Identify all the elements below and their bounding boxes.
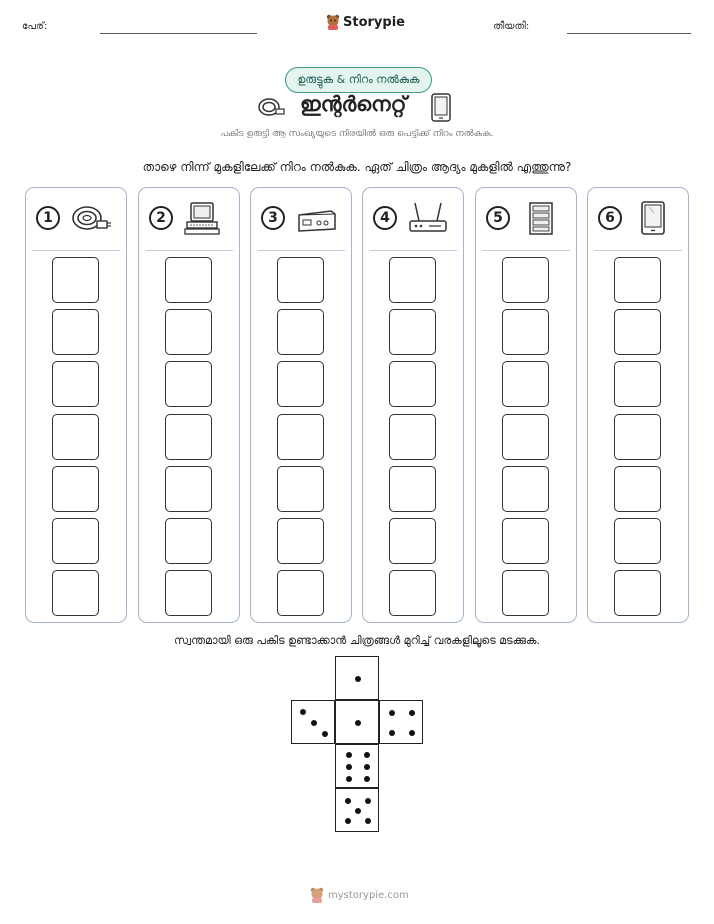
column-divider (257, 250, 345, 251)
color-box[interactable] (165, 466, 212, 512)
color-box[interactable] (277, 257, 324, 303)
color-box[interactable] (502, 518, 549, 564)
tablet-icon (632, 201, 674, 235)
die-pip (311, 720, 317, 726)
die-pip (345, 798, 351, 804)
color-box[interactable] (614, 518, 661, 564)
die-face-1 (335, 656, 379, 700)
activity-type-label: ഉരുട്ടുക & നിറം നൽകുക (297, 73, 420, 86)
color-box[interactable] (165, 309, 212, 355)
column-number: 6 (598, 206, 622, 230)
die-face-5 (335, 788, 379, 832)
color-box[interactable] (165, 570, 212, 616)
die-pip (409, 730, 415, 736)
dice-column-6 (587, 187, 689, 623)
dice-column-4 (362, 187, 464, 623)
die-pip (300, 709, 306, 715)
color-box[interactable] (52, 361, 99, 407)
date-field[interactable] (567, 33, 691, 34)
color-box[interactable] (614, 570, 661, 616)
color-box[interactable] (502, 570, 549, 616)
die-face-1 (335, 700, 379, 744)
color-box[interactable] (165, 257, 212, 303)
color-box[interactable] (614, 414, 661, 460)
column-number: 1 (36, 206, 60, 230)
die-pip (364, 752, 370, 758)
die-pip (346, 764, 352, 770)
die-pip (364, 764, 370, 770)
color-box[interactable] (502, 309, 549, 355)
color-box[interactable] (502, 361, 549, 407)
color-box[interactable] (502, 257, 549, 303)
color-box[interactable] (389, 518, 436, 564)
storypie-bear-icon (310, 887, 324, 903)
dice-column-2 (138, 187, 240, 623)
column-number: 5 (486, 206, 510, 230)
page-title: ഇന്റർനെറ്റ് (300, 92, 407, 116)
die-face-3 (291, 700, 335, 744)
color-box[interactable] (389, 361, 436, 407)
column-number: 4 (373, 206, 397, 230)
die-pip (365, 818, 371, 824)
footer-url: mystorypie.com (328, 889, 409, 901)
color-box[interactable] (52, 309, 99, 355)
name-label: പേര്: (22, 21, 48, 32)
color-box[interactable] (614, 361, 661, 407)
color-box[interactable] (165, 518, 212, 564)
color-box[interactable] (389, 414, 436, 460)
computer-icon (183, 201, 225, 235)
die-face-6 (335, 744, 379, 788)
color-box[interactable] (502, 466, 549, 512)
date-label: തീയതി: (493, 21, 530, 32)
router-icon (407, 201, 449, 235)
die-pip (355, 676, 361, 682)
color-box[interactable] (277, 361, 324, 407)
color-box[interactable] (277, 466, 324, 512)
color-box[interactable] (614, 257, 661, 303)
column-number: 2 (149, 206, 173, 230)
server-icon (520, 201, 562, 235)
cable-icon (70, 201, 112, 235)
color-box[interactable] (614, 466, 661, 512)
die-pip (346, 752, 352, 758)
footer (310, 887, 409, 903)
dice-column-3 (250, 187, 352, 623)
color-box[interactable] (389, 309, 436, 355)
column-divider (145, 250, 233, 251)
color-box[interactable] (277, 518, 324, 564)
name-field[interactable] (100, 33, 257, 34)
question: താഴെ നിന്ന് മുകളിലേക്ക് നിറം നൽകുക. ഏത് ചിത്രം ആദ്യം മുകളിൽ എത്തുന്നു? (142, 160, 572, 174)
die-pip (355, 808, 361, 814)
die-pip (365, 798, 371, 804)
brand-logo (326, 14, 405, 30)
brand-name: Storypie (343, 14, 405, 30)
tablet-icon (430, 93, 452, 123)
die-pip (322, 731, 328, 737)
die-pip (346, 776, 352, 782)
color-box[interactable] (389, 570, 436, 616)
color-box[interactable] (389, 257, 436, 303)
dice-column-1 (25, 187, 127, 623)
die-pip (409, 710, 415, 716)
cable-icon (257, 94, 287, 120)
color-box[interactable] (277, 570, 324, 616)
color-box[interactable] (52, 257, 99, 303)
color-box[interactable] (389, 466, 436, 512)
column-divider (482, 250, 570, 251)
column-number: 3 (261, 206, 285, 230)
column-divider (594, 250, 682, 251)
die-pip (364, 776, 370, 782)
dice-column-5 (475, 187, 577, 623)
column-divider (32, 250, 120, 251)
color-box[interactable] (165, 414, 212, 460)
color-box[interactable] (52, 570, 99, 616)
die-pip (389, 730, 395, 736)
color-box[interactable] (52, 518, 99, 564)
column-divider (369, 250, 457, 251)
color-box[interactable] (277, 309, 324, 355)
storypie-bear-icon (326, 14, 340, 30)
color-box[interactable] (52, 414, 99, 460)
die-pip (355, 720, 361, 726)
color-box[interactable] (52, 466, 99, 512)
color-box[interactable] (277, 414, 324, 460)
die-face-4 (379, 700, 423, 744)
color-box[interactable] (502, 414, 549, 460)
modem-icon (295, 201, 337, 235)
die-pip (345, 818, 351, 824)
die-instruction: സ്വന്തമായി ഒരു പകിട ഉണ്ടാക്കാൻ ചിത്രങ്ങൾ മുറിച്ച് വരകളിലൂടെ മടക്കുക. (174, 634, 540, 647)
subtitle: പകിട ഉരുട്ടി ആ സംഖ്യയുടെ നിരയിൽ ഒരു പെട്ടിക്ക് നിറം നൽകുക. (220, 129, 494, 139)
color-box[interactable] (165, 361, 212, 407)
color-box[interactable] (614, 309, 661, 355)
activity-type-badge (285, 67, 432, 93)
die-pip (389, 710, 395, 716)
